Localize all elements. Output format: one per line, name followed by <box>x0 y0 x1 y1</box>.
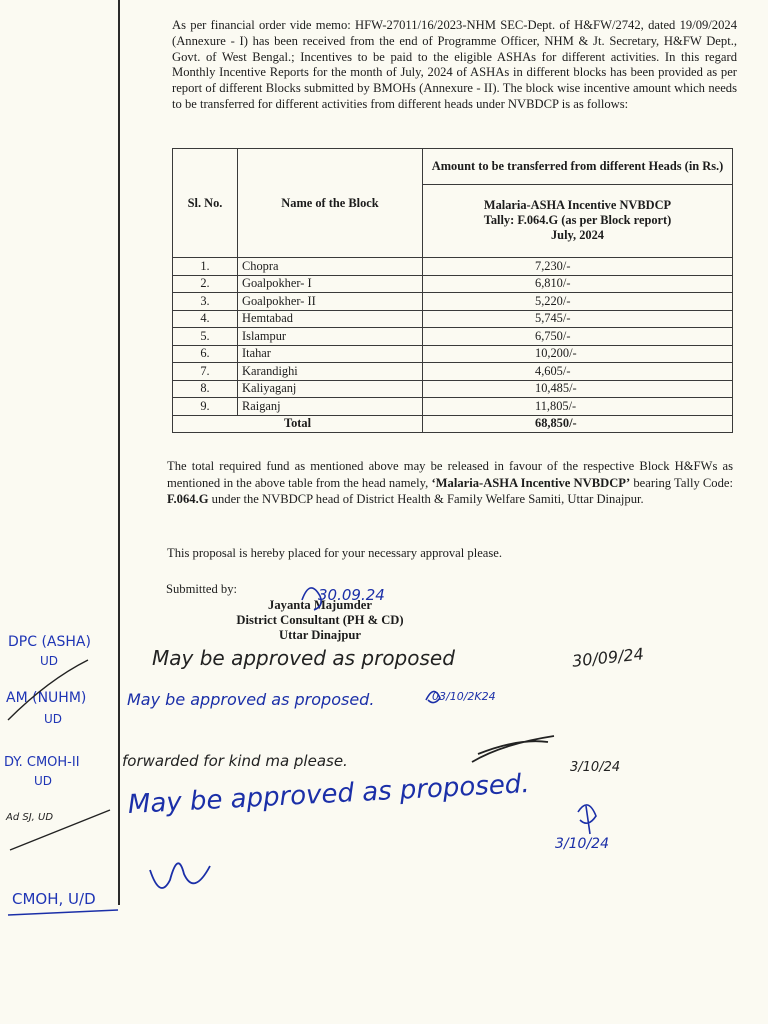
row-block: Islampur <box>238 328 423 346</box>
signatory-designation: District Consultant (PH & CD) <box>236 613 404 627</box>
row-block: Goalpokher- II <box>238 293 423 311</box>
note-4-date: 3/10/24 <box>555 836 609 852</box>
signatory-place: Uttar Dinajpur <box>279 628 361 642</box>
row-amount: 10,200/- <box>423 345 733 363</box>
margin-ud: UD <box>34 774 53 788</box>
tally-code: F.064.G <box>167 492 209 506</box>
signature-stroke <box>472 736 554 762</box>
margin-ud: UD <box>40 654 59 668</box>
head-name: ‘Malaria-ASHA Incentive NVBDCP’ <box>431 475 631 490</box>
row-sl: 7. <box>173 363 238 381</box>
row-amount: 5,745/- <box>423 310 733 328</box>
total-amount: 68,850/- <box>423 415 733 433</box>
margin-adm: Ad SJ, UD <box>6 812 54 823</box>
margin-strokes <box>8 910 118 915</box>
margin-dycmoh: DY. CMOH-II <box>4 755 80 770</box>
row-sl: 4. <box>173 310 238 328</box>
initials-stroke <box>426 691 440 702</box>
row-amount: 6,750/- <box>423 328 733 346</box>
submitted-by-label: Submitted by: <box>166 582 238 596</box>
header-sl-no: Sl. No. <box>173 149 238 258</box>
margin-dpc: DPC (ASHA) <box>8 634 91 650</box>
signatory-name: Jayanta Majumder <box>268 598 372 612</box>
margin-am: AM (NUHM) <box>6 690 87 706</box>
margin-ud: UD <box>44 712 63 726</box>
row-amount: 6,810/- <box>423 275 733 293</box>
margin-cmoh: CMOH, U/D <box>12 890 96 908</box>
row-amount: 11,805/- <box>423 398 733 416</box>
row-amount: 10,485/- <box>423 380 733 398</box>
approval-request: This proposal is hereby placed for your necessary approval please. <box>167 546 503 560</box>
row-sl: 6. <box>173 345 238 363</box>
row-block: Kaliyaganj <box>238 380 423 398</box>
note-3-date: 3/10/24 <box>570 760 621 775</box>
signature-date: 30.09.24 <box>318 586 385 604</box>
header-head-line2: Tally: F.064.G (as per Block report) <box>483 213 672 228</box>
intro-paragraph: As per financial order vide memo: HFW-27011/16/2023-NHM SEC-Dept. of H&FW/2742, dated 19/09/2024 (Annexure - I) has been received from the end of Programme Officer, NHM & Jt. Secretary, H&FW Dept., Govt. of West Bengal.; Incentives to be paid to the eligible ASHAs for different activities. In this regard Monthly Incentive Reports for the month of July, 2024 of ASHAs in different blocks has been provided as per report of different Blocks submitted by BMOHs (Annexure - II). The block wise incentive amount which needs to be transferred for different activities from different heads under NVBDCP is as follows: <box>172 18 737 111</box>
note-2-date: 03/10/2K24 <box>432 690 496 703</box>
row-block: Karandighi <box>238 363 423 381</box>
row-sl: 2. <box>173 275 238 293</box>
row-amount: 5,220/- <box>423 293 733 311</box>
signature-stroke <box>150 863 210 888</box>
row-block: Itahar <box>238 345 423 363</box>
row-sl: 9. <box>173 398 238 416</box>
row-block: Goalpokher- I <box>238 275 423 293</box>
row-sl: 1. <box>173 258 238 276</box>
note-4: May be approved as proposed. <box>127 768 531 820</box>
header-amount: Amount to be transferred from different Heads (in Rs.) <box>423 149 733 185</box>
release-text: bearing Tally Code: <box>630 475 733 490</box>
header-head-line1: Malaria-ASHA Incentive NVBDCP <box>483 198 672 213</box>
note-1-date: 30/09/24 <box>571 644 645 671</box>
signature-stroke <box>578 805 596 834</box>
note-3: forwarded for kind ma please. <box>122 752 348 770</box>
row-amount: 4,605/- <box>423 363 733 381</box>
row-amount: 7,230/- <box>423 258 733 276</box>
release-text: The total required fund as mentioned above may be released in favour of the respective Block H&FWs as mentioned in the above table from the head namely, <box>167 459 733 490</box>
header-head-line3: July, 2024 <box>550 228 605 243</box>
row-sl: 3. <box>173 293 238 311</box>
release-text: under the NVBDCP head of District Health & Family Welfare Samiti, Uttar Dinajpur. <box>208 492 644 506</box>
row-sl: 5. <box>173 328 238 346</box>
row-block: Raiganj <box>238 398 423 416</box>
row-sl: 8. <box>173 380 238 398</box>
row-block: Hemtabad <box>238 310 423 328</box>
margin-strokes <box>8 660 110 850</box>
signature-stroke <box>302 588 321 610</box>
note-2: May be approved as proposed. <box>127 690 375 709</box>
note-1: May be approved as proposed <box>152 646 455 670</box>
header-block-name: Name of the Block <box>238 149 423 258</box>
row-block: Chopra <box>238 258 423 276</box>
total-label: Total <box>173 415 423 433</box>
